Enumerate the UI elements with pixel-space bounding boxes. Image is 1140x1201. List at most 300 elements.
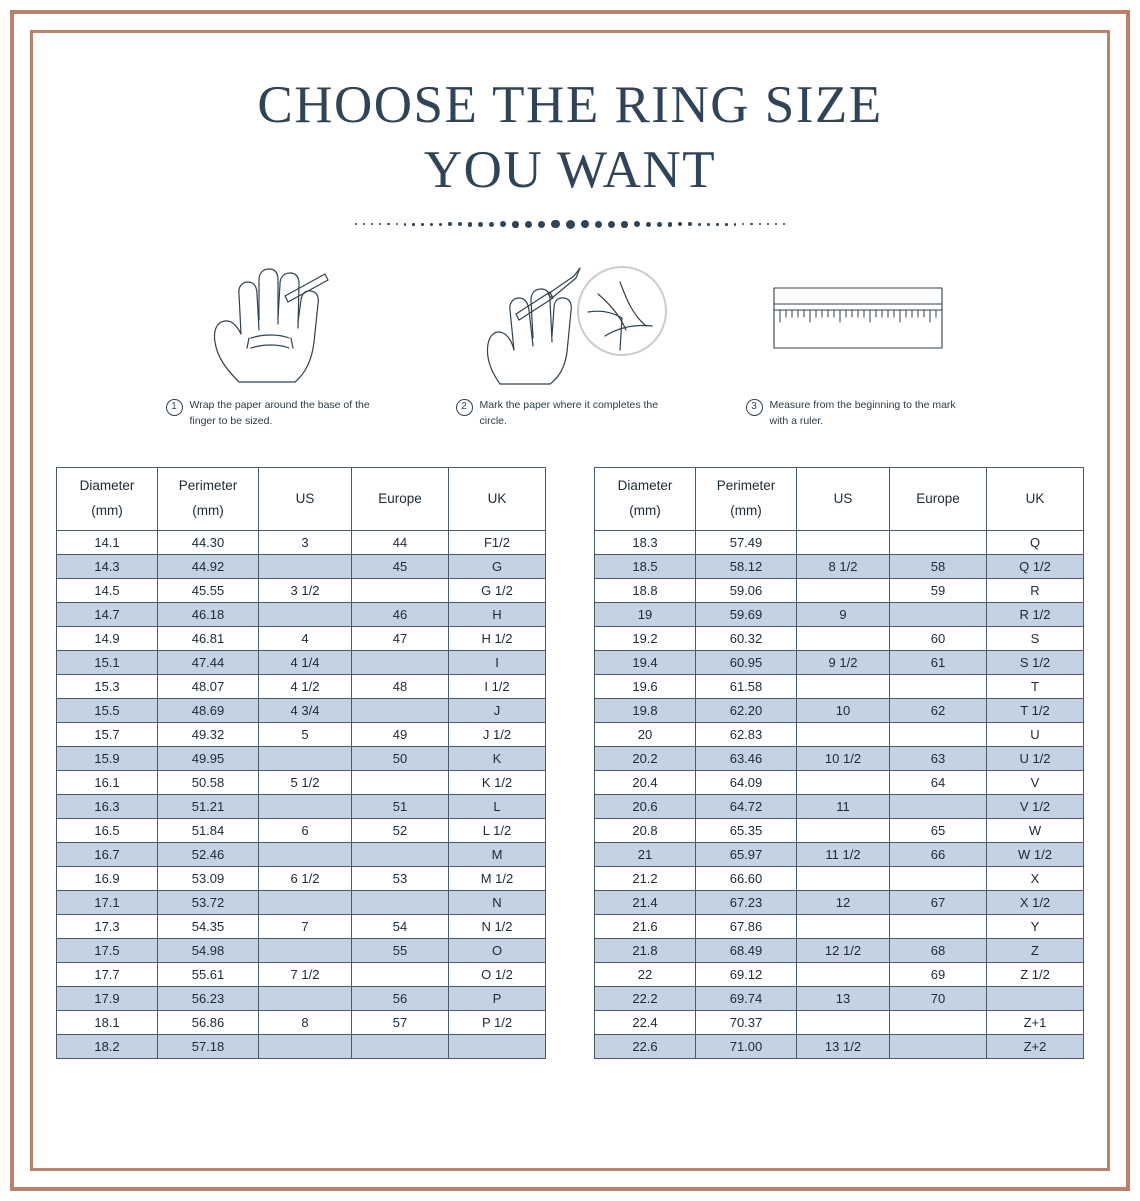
table-row <box>57 674 546 698</box>
cell-uk: U <box>987 722 1084 746</box>
header-perimeter-unit: (mm) <box>192 502 224 518</box>
cell-us: 9 <box>797 602 890 626</box>
cell-perimeter: 67.23 <box>696 890 797 914</box>
size-table-right <box>594 467 1084 1059</box>
divider-dot <box>458 222 462 226</box>
cell-europe: 54 <box>352 914 449 938</box>
cell-uk: Z+2 <box>987 1034 1084 1058</box>
cell-us: 11 1/2 <box>797 842 890 866</box>
cell-us <box>259 938 352 962</box>
cell-perimeter: 68.49 <box>696 938 797 962</box>
cell-diameter: 21.4 <box>595 890 696 914</box>
cell-perimeter: 45.55 <box>158 578 259 602</box>
table-row <box>57 914 546 938</box>
divider-dot <box>421 223 424 226</box>
cell-uk: V <box>987 770 1084 794</box>
table-row <box>57 842 546 866</box>
cell-us: 5 <box>259 722 352 746</box>
cell-uk: P <box>449 986 546 1010</box>
cell-diameter: 19.4 <box>595 650 696 674</box>
cell-diameter: 16.3 <box>57 794 158 818</box>
cell-europe: 53 <box>352 866 449 890</box>
cell-uk: Z 1/2 <box>987 962 1084 986</box>
cell-uk: I <box>449 650 546 674</box>
size-table-right-body <box>595 530 1084 1058</box>
cell-uk: H <box>449 602 546 626</box>
cell-uk: X 1/2 <box>987 890 1084 914</box>
cell-uk: Q 1/2 <box>987 554 1084 578</box>
divider-dot <box>759 223 761 225</box>
cell-europe <box>352 770 449 794</box>
divider-dot <box>750 223 752 225</box>
divider-dot <box>512 221 518 227</box>
cell-us <box>797 674 890 698</box>
decorative-dot-divider <box>260 216 880 232</box>
cell-diameter: 19.8 <box>595 698 696 722</box>
cell-uk: T <box>987 674 1084 698</box>
cell-uk: I 1/2 <box>449 674 546 698</box>
cell-europe: 62 <box>890 698 987 722</box>
cell-uk: N <box>449 890 546 914</box>
divider-dot <box>783 223 785 225</box>
cell-uk: K 1/2 <box>449 770 546 794</box>
divider-dot <box>448 222 452 226</box>
cell-uk: W 1/2 <box>987 842 1084 866</box>
cell-perimeter: 46.81 <box>158 626 259 650</box>
page-title <box>50 73 1090 202</box>
table-row <box>57 698 546 722</box>
table-row <box>57 890 546 914</box>
instructions-section <box>50 262 1090 428</box>
cell-diameter: 21.6 <box>595 914 696 938</box>
cell-us: 13 1/2 <box>797 1034 890 1058</box>
ruler-icon <box>760 262 960 390</box>
size-tables <box>50 467 1090 1059</box>
cell-europe: 52 <box>352 818 449 842</box>
divider-dot <box>634 221 640 227</box>
cell-perimeter: 61.58 <box>696 674 797 698</box>
cell-diameter: 16.7 <box>57 842 158 866</box>
cell-perimeter: 52.46 <box>158 842 259 866</box>
cell-uk: Z <box>987 938 1084 962</box>
divider-dot <box>678 222 682 226</box>
cell-perimeter: 62.83 <box>696 722 797 746</box>
cell-perimeter: 44.92 <box>158 554 259 578</box>
cell-europe: 69 <box>890 962 987 986</box>
cell-uk: R 1/2 <box>987 602 1084 626</box>
cell-perimeter: 65.35 <box>696 818 797 842</box>
cell-europe <box>352 578 449 602</box>
cell-diameter: 20.2 <box>595 746 696 770</box>
cell-europe: 51 <box>352 794 449 818</box>
cell-europe: 68 <box>890 938 987 962</box>
cell-uk: M 1/2 <box>449 866 546 890</box>
cell-us: 6 <box>259 818 352 842</box>
cell-uk: N 1/2 <box>449 914 546 938</box>
cell-diameter: 17.7 <box>57 962 158 986</box>
cell-perimeter: 58.12 <box>696 554 797 578</box>
divider-dot <box>489 222 494 227</box>
cell-perimeter: 60.95 <box>696 650 797 674</box>
cell-diameter: 18.3 <box>595 530 696 554</box>
header-diameter-unit: (mm) <box>629 502 661 518</box>
divider-dot <box>525 221 532 228</box>
cell-europe: 58 <box>890 554 987 578</box>
cell-europe <box>352 962 449 986</box>
cell-europe: 46 <box>352 602 449 626</box>
cell-perimeter: 51.84 <box>158 818 259 842</box>
cell-uk: R <box>987 578 1084 602</box>
cell-perimeter: 48.69 <box>158 698 259 722</box>
cell-diameter: 17.9 <box>57 986 158 1010</box>
cell-uk: S 1/2 <box>987 650 1084 674</box>
cell-us: 11 <box>797 794 890 818</box>
table-header-row <box>57 467 546 530</box>
table-row <box>57 1010 546 1034</box>
cell-uk: M <box>449 842 546 866</box>
cell-europe: 48 <box>352 674 449 698</box>
cell-us <box>259 554 352 578</box>
table-row <box>595 554 1084 578</box>
table-row <box>595 818 1084 842</box>
cell-us: 6 1/2 <box>259 866 352 890</box>
divider-dot <box>775 223 777 225</box>
cell-diameter: 15.3 <box>57 674 158 698</box>
cell-uk: X <box>987 866 1084 890</box>
cell-us <box>259 746 352 770</box>
size-table-left-head <box>57 467 546 530</box>
header-europe: Europe <box>352 467 449 530</box>
table-row <box>595 794 1084 818</box>
table-row <box>595 1034 1084 1058</box>
table-row <box>57 794 546 818</box>
cell-europe: 65 <box>890 818 987 842</box>
cell-uk: P 1/2 <box>449 1010 546 1034</box>
cell-uk <box>449 1034 546 1058</box>
cell-perimeter: 70.37 <box>696 1010 797 1034</box>
table-row <box>57 938 546 962</box>
cell-europe: 56 <box>352 986 449 1010</box>
divider-dot <box>478 222 483 227</box>
cell-perimeter: 69.12 <box>696 962 797 986</box>
divider-dot <box>581 220 589 228</box>
step-number-3: 3 <box>746 399 763 416</box>
table-row <box>595 698 1084 722</box>
cell-diameter: 14.7 <box>57 602 158 626</box>
table-row <box>57 602 546 626</box>
cell-europe <box>352 842 449 866</box>
instruction-step-3-caption <box>746 398 975 428</box>
cell-us: 9 1/2 <box>797 650 890 674</box>
divider-dot <box>742 223 744 225</box>
page-title-line-2: YOU WANT <box>423 140 717 199</box>
table-row <box>57 722 546 746</box>
cell-us: 8 <box>259 1010 352 1034</box>
cell-uk: O <box>449 938 546 962</box>
cell-perimeter: 48.07 <box>158 674 259 698</box>
table-row <box>57 578 546 602</box>
instruction-step-2-caption <box>456 398 685 428</box>
cell-diameter: 20.4 <box>595 770 696 794</box>
instruction-step-2 <box>445 262 695 428</box>
cell-diameter: 19 <box>595 602 696 626</box>
cell-us: 7 1/2 <box>259 962 352 986</box>
cell-europe <box>352 1034 449 1058</box>
header-us: US <box>797 467 890 530</box>
header-diameter <box>595 467 696 530</box>
cell-us: 5 1/2 <box>259 770 352 794</box>
cell-us <box>797 818 890 842</box>
cell-diameter: 14.9 <box>57 626 158 650</box>
cell-uk <box>987 986 1084 1010</box>
header-perimeter-label: Perimeter <box>178 477 238 493</box>
cell-perimeter: 47.44 <box>158 650 259 674</box>
cell-us <box>797 770 890 794</box>
table-row <box>57 746 546 770</box>
cell-europe: 55 <box>352 938 449 962</box>
cell-us <box>259 890 352 914</box>
cell-us: 10 1/2 <box>797 746 890 770</box>
table-row <box>595 866 1084 890</box>
cell-europe: 64 <box>890 770 987 794</box>
divider-dot <box>716 223 719 226</box>
cell-uk: L 1/2 <box>449 818 546 842</box>
cell-perimeter: 59.69 <box>696 602 797 626</box>
cell-diameter: 18.5 <box>595 554 696 578</box>
cell-diameter: 14.5 <box>57 578 158 602</box>
step-number-2: 2 <box>456 399 473 416</box>
cell-diameter: 21 <box>595 842 696 866</box>
cell-us <box>259 794 352 818</box>
cell-perimeter: 62.20 <box>696 698 797 722</box>
cell-uk: G <box>449 554 546 578</box>
table-row <box>595 602 1084 626</box>
cell-diameter: 15.7 <box>57 722 158 746</box>
cell-perimeter: 67.86 <box>696 914 797 938</box>
header-europe: Europe <box>890 467 987 530</box>
cell-us <box>797 578 890 602</box>
cell-europe: 61 <box>890 650 987 674</box>
cell-europe: 67 <box>890 890 987 914</box>
cell-perimeter: 54.98 <box>158 938 259 962</box>
cell-diameter: 15.5 <box>57 698 158 722</box>
cell-europe: 49 <box>352 722 449 746</box>
cell-diameter: 20.8 <box>595 818 696 842</box>
cell-us: 4 1/2 <box>259 674 352 698</box>
cell-europe: 47 <box>352 626 449 650</box>
cell-diameter: 20 <box>595 722 696 746</box>
table-row <box>595 578 1084 602</box>
cell-diameter: 21.2 <box>595 866 696 890</box>
divider-dot <box>387 223 389 225</box>
divider-dot <box>412 223 415 226</box>
cell-perimeter: 59.06 <box>696 578 797 602</box>
divider-dot <box>707 223 710 226</box>
step-number-1: 1 <box>166 399 183 416</box>
divider-dot <box>566 220 575 229</box>
cell-perimeter: 69.74 <box>696 986 797 1010</box>
cell-perimeter: 53.09 <box>158 866 259 890</box>
divider-dot <box>538 221 546 229</box>
cell-diameter: 17.5 <box>57 938 158 962</box>
header-diameter-label: Diameter <box>617 477 673 493</box>
cell-us <box>797 962 890 986</box>
cell-uk: H 1/2 <box>449 626 546 650</box>
cell-perimeter: 64.72 <box>696 794 797 818</box>
cell-europe <box>890 794 987 818</box>
divider-dot <box>767 223 769 225</box>
divider-dot <box>468 222 472 226</box>
cell-us <box>797 530 890 554</box>
table-row <box>595 842 1084 866</box>
cell-us: 3 1/2 <box>259 578 352 602</box>
cell-europe <box>890 530 987 554</box>
table-row <box>57 986 546 1010</box>
header-diameter-unit: (mm) <box>91 502 123 518</box>
cell-uk: G 1/2 <box>449 578 546 602</box>
divider-dot <box>734 223 736 225</box>
divider-dot <box>430 223 433 226</box>
table-row <box>595 722 1084 746</box>
cell-us <box>797 1010 890 1034</box>
cell-perimeter: 60.32 <box>696 626 797 650</box>
cell-uk: Z+1 <box>987 1010 1084 1034</box>
cell-perimeter: 44.30 <box>158 530 259 554</box>
cell-us: 7 <box>259 914 352 938</box>
cell-uk: J 1/2 <box>449 722 546 746</box>
header-diameter-label: Diameter <box>79 477 135 493</box>
cell-europe <box>890 674 987 698</box>
table-row <box>57 650 546 674</box>
cell-europe: 70 <box>890 986 987 1010</box>
table-row <box>595 890 1084 914</box>
header-perimeter-label: Perimeter <box>716 477 776 493</box>
table-row <box>57 626 546 650</box>
cell-diameter: 16.1 <box>57 770 158 794</box>
cell-uk: W <box>987 818 1084 842</box>
cell-perimeter: 49.32 <box>158 722 259 746</box>
table-row <box>595 770 1084 794</box>
divider-dot <box>500 221 506 227</box>
cell-us: 10 <box>797 698 890 722</box>
cell-perimeter: 63.46 <box>696 746 797 770</box>
table-row <box>595 962 1084 986</box>
cell-diameter: 14.3 <box>57 554 158 578</box>
cell-us: 4 <box>259 626 352 650</box>
divider-dot <box>371 223 373 225</box>
table-row <box>595 746 1084 770</box>
header-uk: UK <box>987 467 1084 530</box>
divider-dot <box>595 221 603 229</box>
cell-europe: 60 <box>890 626 987 650</box>
cell-uk: K <box>449 746 546 770</box>
cell-diameter: 22 <box>595 962 696 986</box>
header-perimeter <box>696 467 797 530</box>
cell-europe: 45 <box>352 554 449 578</box>
cell-diameter: 19.2 <box>595 626 696 650</box>
cell-us <box>259 842 352 866</box>
cell-europe <box>890 1034 987 1058</box>
cell-us <box>797 626 890 650</box>
cell-uk: Y <box>987 914 1084 938</box>
table-row <box>595 986 1084 1010</box>
divider-dot <box>396 223 398 225</box>
table-row <box>595 938 1084 962</box>
cell-us <box>259 1034 352 1058</box>
page-content <box>50 48 1090 1153</box>
cell-uk: S <box>987 626 1084 650</box>
divider-dot <box>608 221 615 228</box>
size-table-left-body <box>57 530 546 1058</box>
cell-diameter: 16.5 <box>57 818 158 842</box>
table-row <box>595 650 1084 674</box>
cell-us: 3 <box>259 530 352 554</box>
cell-us: 12 1/2 <box>797 938 890 962</box>
divider-dot <box>379 223 381 225</box>
cell-diameter: 17.3 <box>57 914 158 938</box>
header-us: US <box>259 467 352 530</box>
divider-dot <box>439 223 442 226</box>
cell-us <box>797 722 890 746</box>
cell-perimeter: 71.00 <box>696 1034 797 1058</box>
cell-europe: 50 <box>352 746 449 770</box>
cell-diameter: 14.1 <box>57 530 158 554</box>
divider-dot <box>355 223 357 225</box>
cell-diameter: 18.2 <box>57 1034 158 1058</box>
cell-perimeter: 49.95 <box>158 746 259 770</box>
size-table-left <box>56 467 546 1059</box>
header-uk: UK <box>449 467 546 530</box>
pen-marking-paper-icon <box>470 262 670 390</box>
instruction-step-3 <box>735 262 985 428</box>
table-row <box>57 770 546 794</box>
cell-perimeter: 55.61 <box>158 962 259 986</box>
cell-us: 4 1/4 <box>259 650 352 674</box>
divider-dot <box>688 222 692 226</box>
cell-perimeter: 51.21 <box>158 794 259 818</box>
step-text-2: Mark the paper where it completes the circle. <box>479 399 659 427</box>
cell-diameter: 22.2 <box>595 986 696 1010</box>
step-text-3: Measure from the beginning to the mark with a ruler. <box>769 399 956 427</box>
cell-perimeter: 50.58 <box>158 770 259 794</box>
table-row <box>57 818 546 842</box>
cell-us <box>259 986 352 1010</box>
table-header-row <box>595 467 1084 530</box>
cell-uk: T 1/2 <box>987 698 1084 722</box>
divider-dot <box>363 223 365 225</box>
cell-perimeter: 66.60 <box>696 866 797 890</box>
table-row <box>595 914 1084 938</box>
cell-uk: J <box>449 698 546 722</box>
cell-diameter: 15.9 <box>57 746 158 770</box>
page-title-line-1: CHOOSE THE RING SIZE <box>257 76 883 134</box>
cell-europe: 63 <box>890 746 987 770</box>
cell-uk: U 1/2 <box>987 746 1084 770</box>
cell-perimeter: 57.49 <box>696 530 797 554</box>
cell-europe <box>352 890 449 914</box>
cell-diameter: 20.6 <box>595 794 696 818</box>
cell-perimeter: 46.18 <box>158 602 259 626</box>
table-row <box>57 962 546 986</box>
cell-us <box>259 602 352 626</box>
cell-europe: 59 <box>890 578 987 602</box>
cell-uk: L <box>449 794 546 818</box>
divider-dot <box>668 222 672 226</box>
cell-diameter: 16.9 <box>57 866 158 890</box>
cell-uk: Q <box>987 530 1084 554</box>
cell-us: 8 1/2 <box>797 554 890 578</box>
divider-dot <box>621 221 627 227</box>
